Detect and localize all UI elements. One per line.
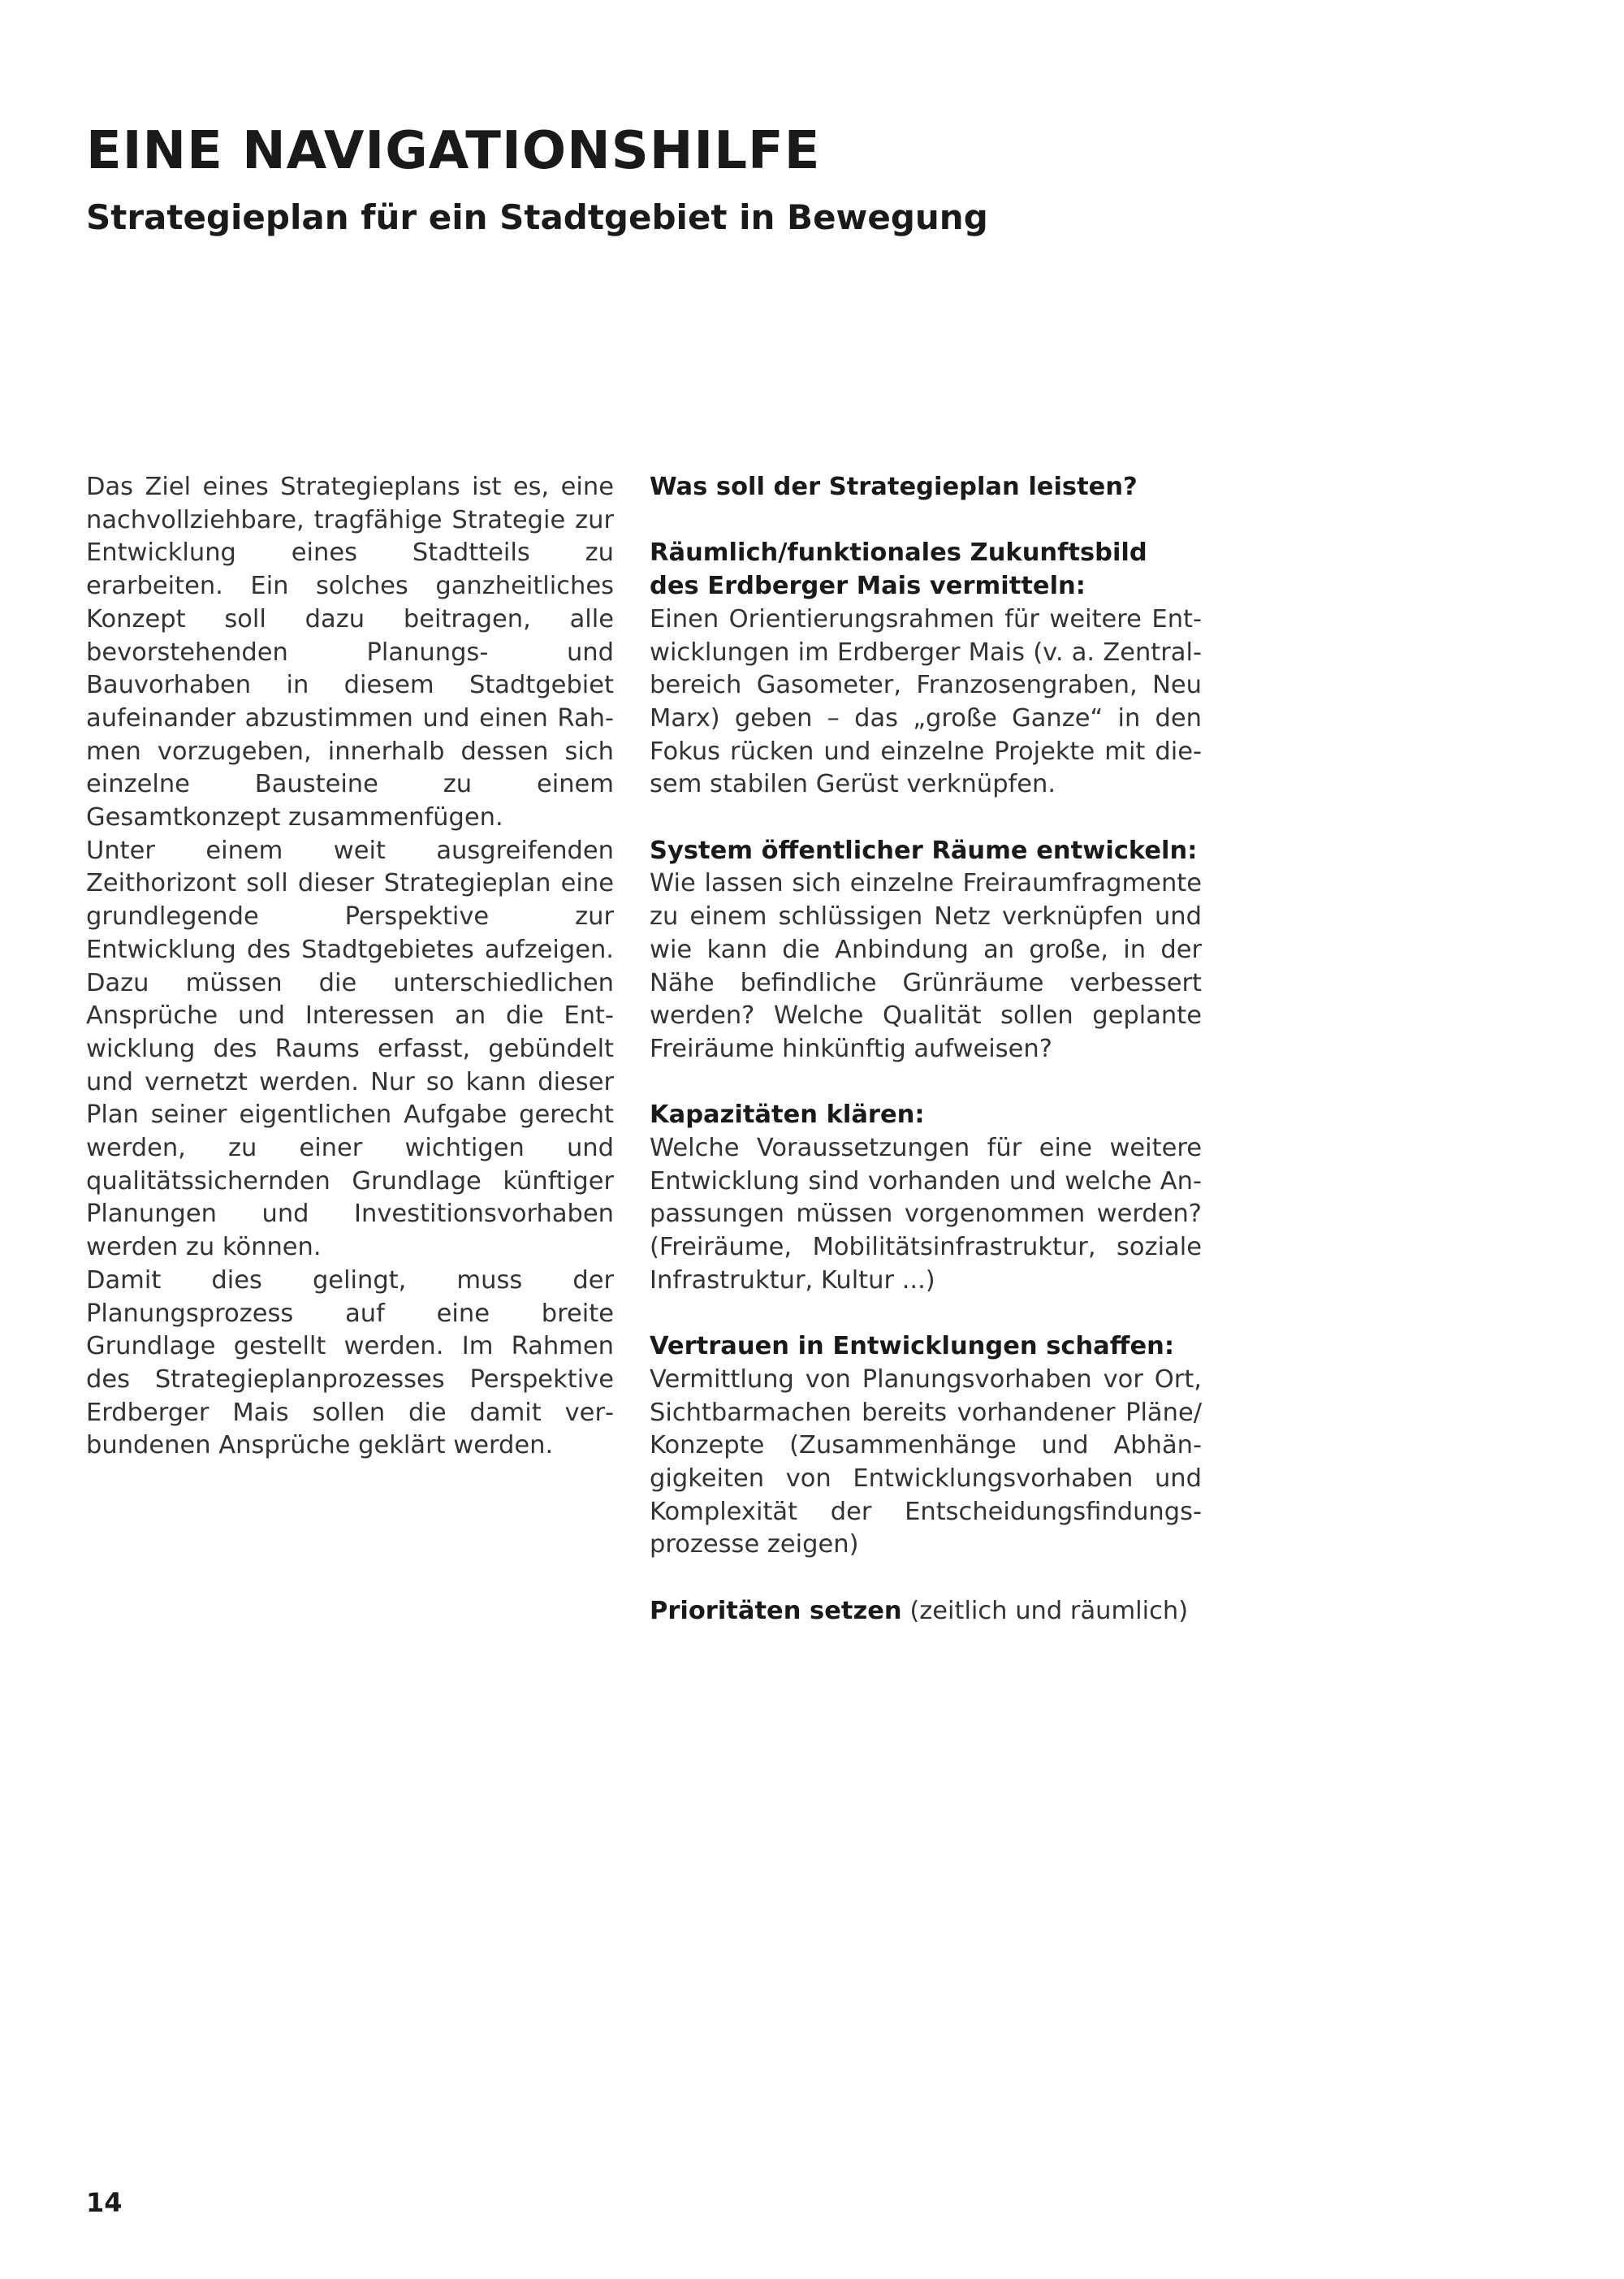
column-heading: Was soll der Strategieplan leisten? bbox=[650, 473, 1138, 501]
intro-paragraph-2: Unter einem weit ausgreifenden Zeithorizont soll dieser Strategieplan eine grundlegende Perspektive zur Entwicklung des Stadtgebietes aufzeigen. Dazu müssen die unterschiedlichen Ansprüche und Interessen an die Entwicklung des Raums erfasst, gebündelt und vernetzt werden. Nur so kann dieser Plan seiner eigentlichen Aufgabe gerecht werden, zu einer wichtigen und qualitätssichernden Grundlage künftiger Planungen und Investitionsvorhaben werden zu können. bbox=[86, 836, 614, 1262]
goal-section-body: Welche Voraussetzungen für eine weitere Entwicklung sind vorhanden und welche Anpassungen müssen vorgenommen werden? (Freiräume, Mobilitätsinfrastruktur, soziale Infrastruktur, Kultur ...) bbox=[650, 1134, 1202, 1295]
page-title: EINE NAVIGATIONSHILFE bbox=[86, 121, 821, 181]
left-text-column bbox=[86, 471, 614, 1463]
intro-paragraph-3: Damit dies gelingt, muss der Planungsprozess auf eine breite Grundlage gestellt werden. Im Rahmen des Strategieplanprozesses Perspektive Erdberger Mais sollen die damit verbundenen Ansprüche geklärt werden. bbox=[86, 1265, 614, 1460]
goal-section-title: Kapazitäten klären: bbox=[650, 1101, 925, 1130]
page-number: 14 bbox=[86, 2187, 123, 2218]
goal-section-title: Räumlich/funktionales Zukunftsbild des Erdberger Mais vermitteln: bbox=[650, 538, 1147, 601]
goal-section-body: Einen Orientierungsrahmen für weitere Entwicklungen im Erdberger Mais (v. a. Zentralbereich Gasometer, Franzosengraben, Neu Marx) geben – das „große Ganze“ in den Fokus rücken und einzelne Projekte mit diesem stabilen Gerüst verknüpfen. bbox=[650, 604, 1202, 799]
goal-section-body: Wie lassen sich einzelne Freiraumfragmente zu einem schlüssigen Netz verknüpfen und wie kann die Anbindung an große, in der Nähe befindliche Grünräume verbessert werden? Welche Qualität sollen geplante Freiräume hinkünftig aufweisen? bbox=[650, 869, 1202, 1063]
goal-section bbox=[650, 1099, 1202, 1297]
goal-section bbox=[650, 1330, 1202, 1562]
goal-section bbox=[650, 537, 1202, 802]
page-subtitle: Strategieplan für ein Stadtgebiet in Bewegung bbox=[86, 197, 988, 237]
priorities-line bbox=[650, 1595, 1202, 1628]
intro-paragraph-1: Das Ziel eines Strategieplans ist es, eine nachvollziehbare, tragfähige Strategie zur Entwicklung eines Stadtteils zu erarbeiten. Ein solches ganzheitliches Konzept soll dazu beitragen, alle bevorstehenden Planungs- und Bauvorhaben in diesem Stadtgebiet aufeinander abzustimmen und einen Rahmen vorzugeben, innerhalb dessen sich einzelne Bausteine zu einem Gesamtkonzept zusammenfügen. bbox=[86, 473, 614, 832]
goal-section-title: System öffentlicher Räume entwickeln: bbox=[650, 836, 1198, 865]
goal-section bbox=[650, 835, 1202, 1066]
goal-section-body: Vermittlung von Planungsvorhaben vor Ort, Sichtbarmachen bereits vorhandener Pläne/ Konzepte (Zusammenhänge und Abhängigkeiten von Entwicklungsvorhaben und Komplexität der Entscheidungsfindungsprozesse zeigen) bbox=[650, 1364, 1202, 1559]
priorities-note: (zeitlich und räumlich) bbox=[909, 1596, 1189, 1625]
priorities-title: Prioritäten setzen bbox=[650, 1596, 902, 1625]
right-text-column bbox=[650, 471, 1202, 1628]
goal-section-title: Vertrauen in Entwicklungen schaffen: bbox=[650, 1332, 1175, 1361]
